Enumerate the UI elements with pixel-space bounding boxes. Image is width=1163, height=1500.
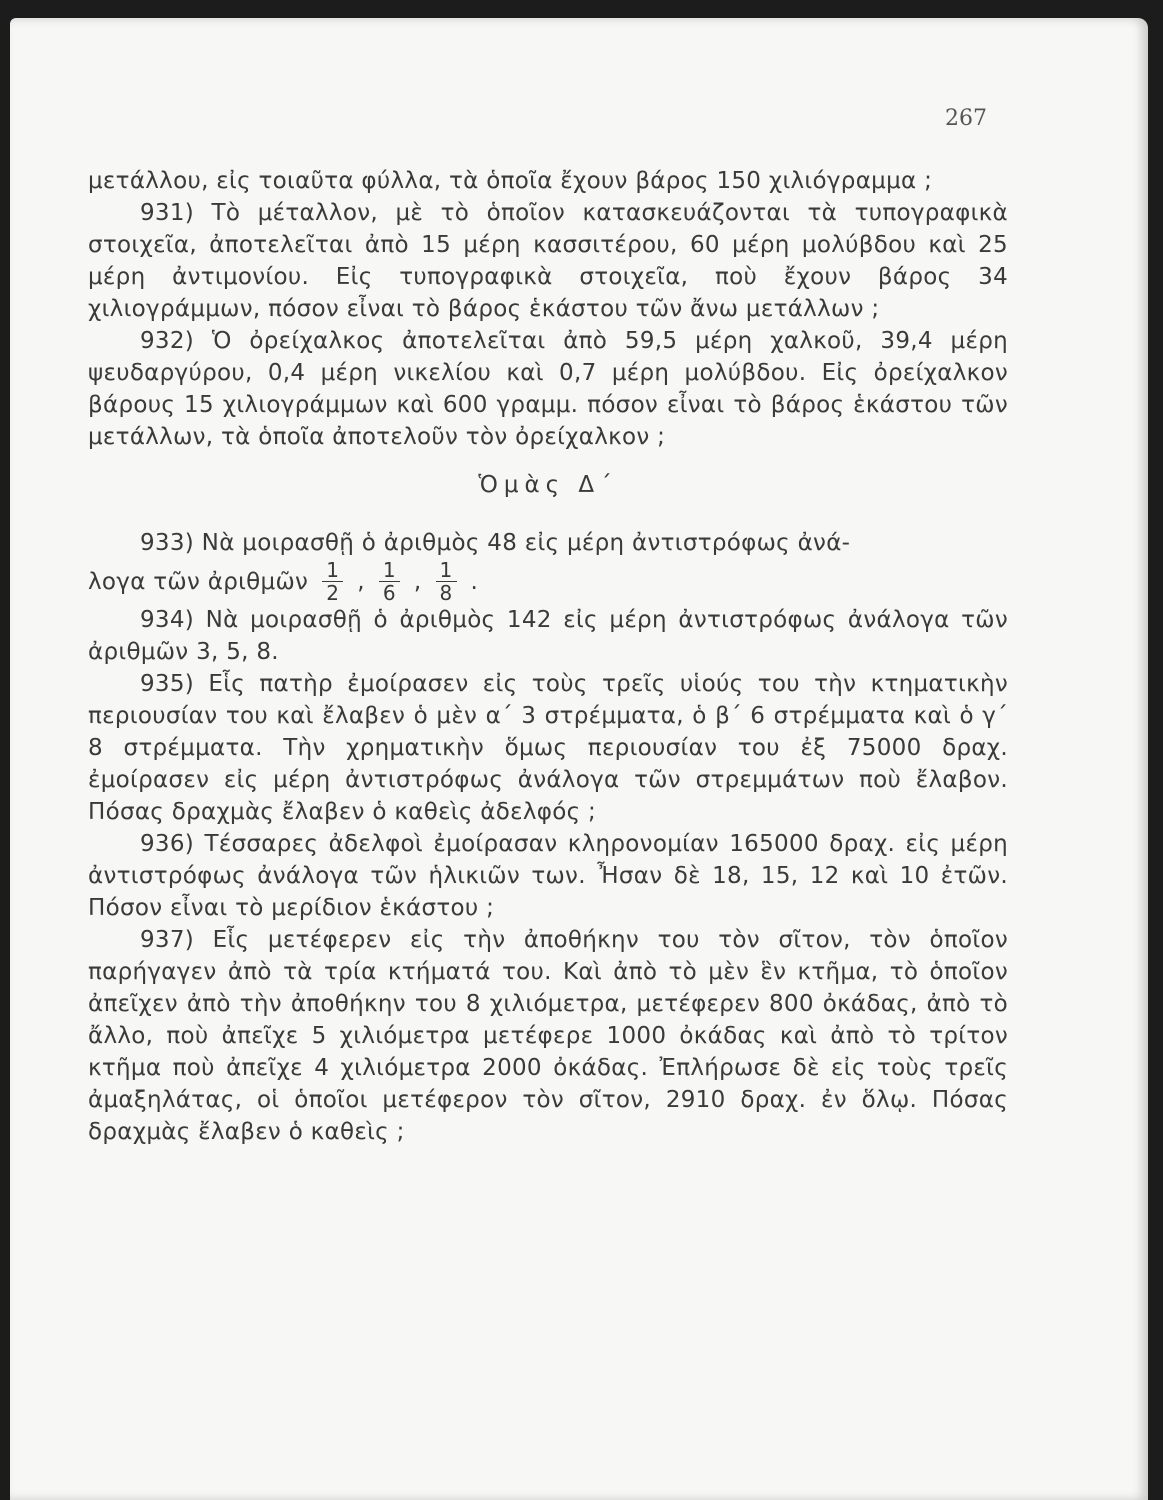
problem-933-line2 <box>88 559 1008 604</box>
fraction-3 <box>436 559 457 604</box>
problem-931: 931) Τὸ μέταλλον, μὲ τὸ ὁποῖον κατασκευάζονται τὰ τυπογραφικὰ στοιχεῖα, ἀποτελεῖται ἀπὸ 15 μέρη κασσιτέρου, 60 μέρη μολύβδου καὶ 25 μέρη ἀντιμονίου. Εἰς τυπογραφικὰ στοιχεῖα, ποὺ ἔχουν βάρος 34 χιλιογράμμων, πόσον εἶναι τὸ βάρος ἑκάστου τῶν ἄνω μετάλλων ; <box>88 200 1008 322</box>
fraction-2-denominator: 6 <box>379 581 400 604</box>
problem-932: 932) Ὁ ὀρείχαλκος ἀποτελεῖται ἀπὸ 59,5 μέρη χαλκοῦ, 39,4 μέρη ψευδαργύρου, 0,4 μέρη νικελίου καὶ 0,7 μέρη μολύβδου. Εἰς ὀρείχαλκον βάρους 15 χιλιογράμμων καὶ 600 γραμμ. πόσον εἶναι τὸ βάρος ἑκάστου τῶν μετάλλων, τὰ ὁποῖα ἀποτελοῦν τὸν ὀρείχαλκον ; <box>88 328 1008 450</box>
fraction-3-numerator: 1 <box>439 558 453 582</box>
problem-933-line2-text: λογα τῶν ἀριθμῶν <box>88 568 309 595</box>
fraction-2 <box>379 559 400 604</box>
fraction-3-denominator: 8 <box>436 581 457 604</box>
problem-935: 935) Εἷς πατὴρ ἐμοίρασεν εἰς τοὺς τρεῖς υἱούς του τὴν κτηματικὴν περιουσίαν του καὶ ἔλαβεν ὁ μὲν α΄ 3 στρέμματα, ὁ β΄ 6 στρέμματα καὶ ὁ γ΄ 8 στρέμματα. Τὴν χρηματικὴν ὅμως περιουσίαν του ἐξ 75000 δραχ. ἐμοίρασεν εἰς μέρη ἀντιστρόφως ἀνάλογα τῶν στρεμμάτων ποὺ ἔλαβον. Πόσας δραχμὰς ἔλαβεν ὁ καθεὶς ἀδελφός ; <box>88 671 1008 825</box>
book-page <box>10 18 1148 1500</box>
page-number: 267 <box>945 106 987 131</box>
fraction-2-numerator: 1 <box>382 558 396 582</box>
page-body <box>88 165 1008 1148</box>
problem-933 <box>88 527 1008 604</box>
fraction-1-denominator: 2 <box>322 581 343 604</box>
problem-933-line1: 933) Νὰ μοιρασθῇ ὁ ἀριθμὸς 48 εἰς μέρη ἀντιστρόφως ἀνά- <box>140 530 851 556</box>
fraction-1-numerator: 1 <box>326 558 340 582</box>
fraction-1 <box>322 559 343 604</box>
fraction-3-separator: . <box>470 568 479 595</box>
problem-937: 937) Εἷς μετέφερεν εἰς τὴν ἀποθήκην του τὸν σῖτον, τὸν ὁποῖον παρήγαγεν ἀπὸ τὰ τρία κτήματά του. Καὶ ἀπὸ τὸ μὲν ἓν κτῆμα, τὸ ὁποῖον ἀπεῖχεν ἀπὸ τὴν ἀποθήκην του 8 χιλιόμετρα, μετέφερεν 800 ὀκάδας, ἀπὸ τὸ ἄλλο, ποὺ ἀπεῖχε 5 χιλιόμετρα μετέφερε 1000 ὀκάδας καὶ ἀπὸ τὸ τρίτον κτῆμα ποὺ ἀπεῖχε 4 χιλιόμετρα 2000 ὀκάδας. Ἐπλήρωσε δὲ εἰς τοὺς τρεῖς ἀμαξηλάτας, οἱ ὁποῖοι μετέφερον τὸν σῖτον, 2910 δραχ. ἐν ὅλῳ. Πόσας δραχμὰς ἔλαβεν ὁ καθεὶς ; <box>88 927 1008 1145</box>
paragraph-continuation: μετάλλου, εἰς τοιαῦτα φύλλα, τὰ ὁποῖα ἔχουν βάρος 150 χιλιόγραμμα ; <box>88 168 933 194</box>
problem-934: 934) Νὰ μοιρασθῇ ὁ ἀριθμὸς 142 εἰς μέρη ἀντιστρόφως ἀνάλογα τῶν ἀριθμῶν 3, 5, 8. <box>88 607 1008 665</box>
fraction-1-separator: , <box>357 568 365 595</box>
problem-936: 936) Τέσσαρες ἀδελφοὶ ἐμοίρασαν κληρονομίαν 165000 δραχ. εἰς μέρη ἀντιστρόφως ἀνάλογα τῶν ἡλικιῶν των. Ἦσαν δὲ 18, 15, 12 καὶ 10 ἐτῶν. Πόσον εἶναι τὸ μερίδιον ἑκάστου ; <box>88 831 1008 921</box>
fraction-2-separator: , <box>413 568 422 595</box>
section-heading: Ὁμὰς Δ΄ <box>478 472 618 498</box>
